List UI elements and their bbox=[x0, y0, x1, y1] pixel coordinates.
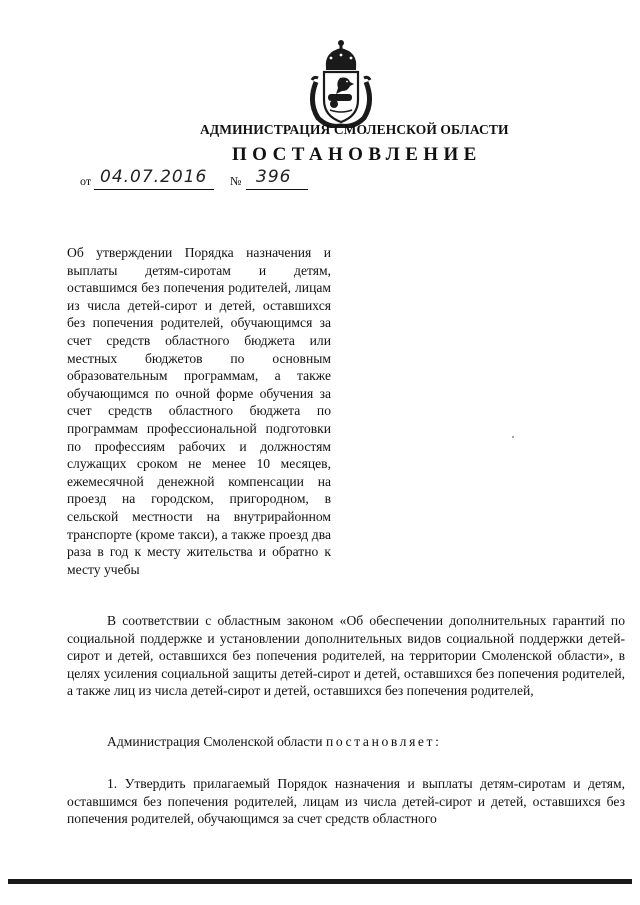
date-underline bbox=[94, 189, 214, 190]
smolensk-coat-of-arms-icon bbox=[304, 38, 378, 128]
scan-speck bbox=[512, 436, 514, 438]
date-label: от bbox=[80, 174, 92, 188]
resolution-paragraph bbox=[67, 733, 625, 751]
clause-1-paragraph: 1. Утвердить прилагаемый Порядок назначения и выплаты детям-сиротам и детям, оставшимся без попечения родителей, лицам из числа детей-сирот и детей, оставшихся без попечения родителей, обучающимся за счет средств областного bbox=[67, 776, 625, 827]
resolution-lead: Администрация Смоленской области bbox=[107, 734, 323, 749]
document-type-title: ПОСТАНОВЛЕНИЕ bbox=[232, 144, 482, 165]
handwritten-number: 396 bbox=[256, 167, 292, 187]
document-subject: Об утверждении Порядка назначения и выплаты детям-сиротам и детям, оставшимся без попечения родителей, лицам из числа детей-сирот и детей, оставшихся без попечения родителей, обучающимся за счет средств областного бюджета или местных бюджетов по основным образовательным программам, а также обучающимся по очной форме обучения за счет средств областного бюджета по программам профессиональной подготовки по профессиям рабочих и должностям служащих сроком не менее 10 месяцев, ежемесячной денежной компенсации на проезд на городском, пригородном, в сельской местности на внутрирайонном транспорте (кроме такси), а также проезд два раза в год к месту жительства и обратно к месту учебы bbox=[67, 245, 331, 577]
handwritten-date: 04.07.2016 bbox=[100, 167, 208, 187]
number-label: № bbox=[230, 174, 242, 188]
scan-bottom-bar bbox=[8, 879, 632, 884]
registration-line bbox=[80, 167, 340, 192]
resolution-verb: постановляет: bbox=[325, 734, 442, 749]
preamble-paragraph: В соответствии с областным законом «Об обеспечении дополнительных гарантий по социальной поддержке и установлении дополнительных видов социальной поддержки детей-сирот и детей, оставшихся без попечения родителей, на территории Смоленской области», в целях усиления социальной защиты детей-сирот и детей, оставшихся без попечения родителей, а также лиц из числа детей-сирот и детей, оставшихся без попечения родителей, bbox=[67, 613, 625, 699]
organization-title: АДМИНИСТРАЦИЯ СМОЛЕНСКОЙ ОБЛАСТИ bbox=[200, 122, 509, 137]
number-underline bbox=[246, 189, 308, 190]
